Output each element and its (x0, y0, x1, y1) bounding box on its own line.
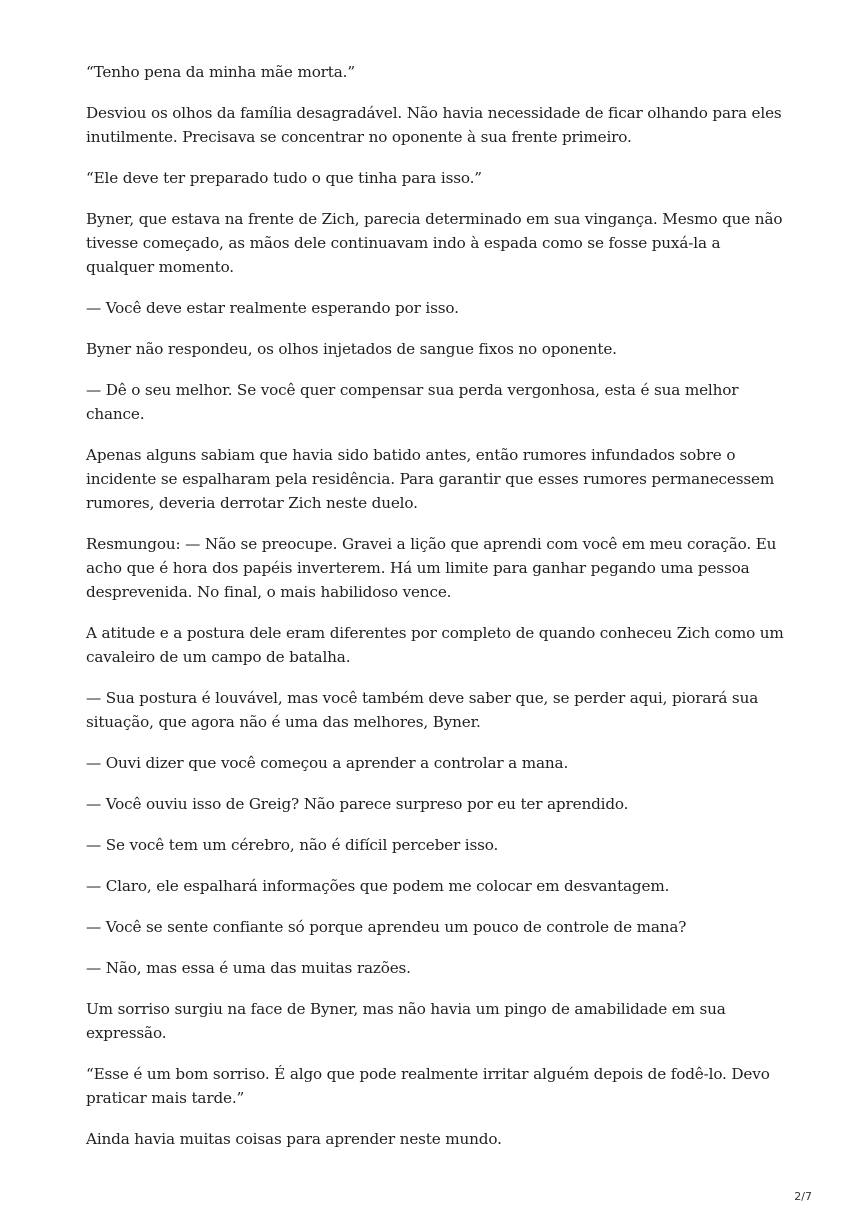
paragraph: Byner não respondeu, os olhos injetados de sangue fixos no oponente. (86, 340, 617, 358)
paragraph: — Claro, ele espalhará informações que podem me colocar em desvantagem. (86, 877, 670, 895)
paragraph: Apenas alguns sabiam que havia sido batido antes, então rumores infundados sobre o incidente se espalharam pela residência. Para garantir que esses rumores permanecessem rumores, deveria derrotar Zich neste duelo. (86, 446, 775, 512)
paragraph: — Você ouviu isso de Greig? Não parece surpreso por eu ter aprendido. (86, 795, 629, 813)
paragraph: Ainda havia muitas coisas para aprender neste mundo. (86, 1130, 502, 1148)
paragraph: — Você se sente confiante só porque aprendeu um pouco de controle de mana? (86, 918, 687, 936)
document-body (86, 60, 786, 1168)
paragraph: “Tenho pena da minha mãe morta.” (86, 63, 355, 81)
paragraph: Resmungou: — Não se preocupe. Gravei a lição que aprendi com você em meu coração. Eu acho que é hora dos papéis inverterem. Há um limite para ganhar pegando uma pessoa desprevenida. No final, o mais habilidoso vence. (86, 535, 777, 601)
paragraph: — Se você tem um cérebro, não é difícil perceber isso. (86, 836, 499, 854)
paragraph: Um sorriso surgiu na face de Byner, mas não havia um pingo de amabilidade em sua expressão. (86, 1000, 726, 1042)
paragraph: — Você deve estar realmente esperando por isso. (86, 299, 459, 317)
paragraph: — Ouvi dizer que você começou a aprender a controlar a mana. (86, 754, 569, 772)
paragraph: Desviou os olhos da família desagradável. Não havia necessidade de ficar olhando para eles inutilmente. Precisava se concentrar no oponente à sua frente primeiro. (86, 104, 782, 146)
paragraph: Byner, que estava na frente de Zich, parecia determinado em sua vingança. Mesmo que não tivesse começado, as mãos dele continuavam indo à espada como se fosse puxá-la a qualquer momento. (86, 210, 783, 276)
paragraph: “Esse é um bom sorriso. É algo que pode realmente irritar alguém depois de fodê-lo. Devo praticar mais tarde.” (86, 1065, 770, 1107)
paragraph: A atitude e a postura dele eram diferentes por completo de quando conheceu Zich como um cavaleiro de um campo de batalha. (86, 624, 784, 666)
page-number: 2/7 (794, 1190, 812, 1203)
paragraph: — Sua postura é louvável, mas você também deve saber que, se perder aqui, piorará sua situação, que agora não é uma das melhores, Byner. (86, 689, 759, 731)
paragraph: — Não, mas essa é uma das muitas razões. (86, 959, 411, 977)
paragraph: — Dê o seu melhor. Se você quer compensar sua perda vergonhosa, esta é sua melhor chance. (86, 381, 739, 423)
paragraph: “Ele deve ter preparado tudo o que tinha para isso.” (86, 169, 482, 187)
